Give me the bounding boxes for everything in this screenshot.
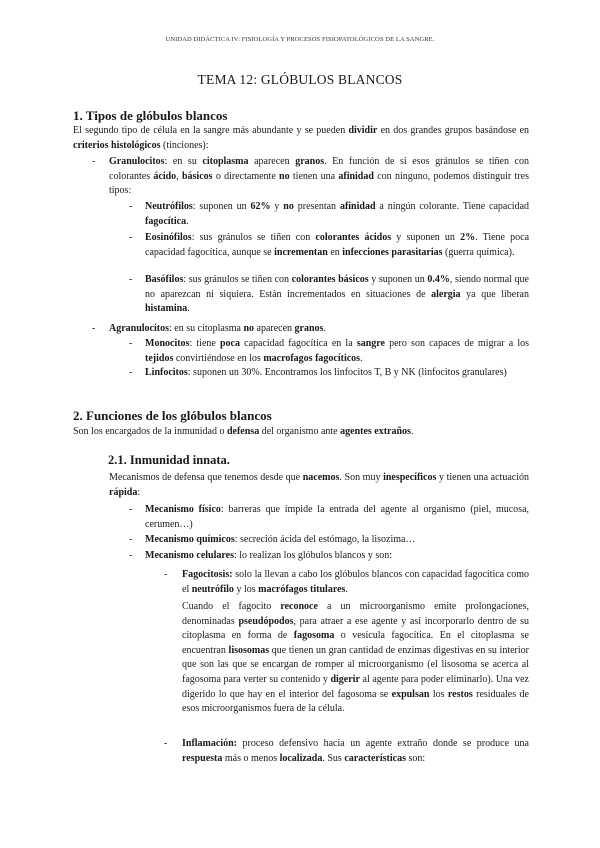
section-1-intro: El segundo tipo de célula en la sangre más abundante y se pueden dividir en dos grandes grupos basándose en criterios histológicos (tinciones):	[73, 125, 530, 151]
bullet-dash: -	[164, 569, 168, 580]
bullet-dash: -	[164, 738, 168, 749]
subsection-2-1-heading: 2.1. Inmunidad innata.	[108, 453, 230, 467]
agranulocitos-item: Agranulocitos: en su citoplasma no aparecen granos.	[109, 323, 326, 334]
running-header: UNIDAD DIDÁCTICA IV: FISIOLOGÍA Y PROCESOS FISIOPATOLÓGICOS DE LA SANGRE.	[165, 36, 435, 43]
bullet-dash: -	[92, 323, 96, 334]
linfocitos-item: Linfocitos: suponen un 30%. Encontramos los linfocitos T, B y NK (linfocitos granulares)	[145, 367, 507, 378]
document-title: TEMA 12: GLÓBULOS BLANCOS	[197, 72, 403, 87]
neutrofilos-item: Neutrófilos: suponen un 62% y no presentan afinidad a ningún colorante. Tiene capacidad fagocítica.	[145, 201, 530, 227]
bullet-dash: -	[129, 504, 133, 515]
section-2-intro: Son los encargados de la inmunidad o defensa del organismo ante agentes extraños.	[73, 426, 414, 437]
bullet-dash: -	[129, 550, 133, 561]
bullet-dash: -	[129, 338, 133, 349]
bullet-dash: -	[92, 156, 96, 167]
bullet-dash: -	[129, 367, 133, 378]
bullet-dash: -	[129, 534, 133, 545]
inflamacion-item: Inflamación: proceso defensivo hacia un agente extraño donde se produce una respuesta más o menos localizada. Sus características son:	[182, 738, 529, 764]
monocitos-item: Monocitos: tiene poca capacidad fagocítica en la sangre pero son capaces de migrar a los tejidos convirtiéndose en los macrofagos fagocíticos.	[145, 338, 530, 364]
bullet-dash: -	[129, 232, 133, 243]
bullet-dash: -	[129, 201, 133, 212]
fagocitosis-paragraph: Cuando el fagocito reconoce a un microorganismo emite prolongaciones, denominadas pseudópodos, para atraer a ese agente y así incorporarlo dentro de su citoplasma en forma de fagosoma o vesícula fagocítica. En el citoplasma se encuentran lisosomas que tienen un gran cantidad de enzimas digestivas en su interior que son las que se encargan de romper al microorganismo (el lisosoma se acerca al fagosoma para verter su contenido y digerir al agente para poder eliminarlo). Una vez digerido lo que hay en el interior del fagosoma se expulsan los restos residuales de esos microorganismos fuera de la célula.	[182, 601, 530, 715]
mecanismo-celular-item: Mecanismo celulares: lo realizan los glóbulos blancos y son:	[145, 550, 393, 561]
mecanismo-quimico-item: Mecanismo químicos: secreción ácida del estómago, la lisozima…	[145, 534, 416, 545]
bullet-dash: -	[129, 274, 133, 285]
eosinofilos-item: Eosinófilos: sus gránulos se tiñen con colorantes ácidos y suponen un 2%. Tiene poca capacidad fagocítica, aunque se incrementan en infecciones parasitarias (guerra química).	[145, 232, 530, 258]
mecanismo-fisico-item: Mecanismo físico: barreras que impide la entrada del agente al organismo (piel, mucosa, cerumen…)	[145, 504, 530, 530]
granulocitos-item: Granulocitos: en su citoplasma aparecen granos. En función de si esos gránulos se tiñen con colorantes ácido, básicos o directamente no tienen una afinidad con ninguno, podemos distinguir tres tipos:	[109, 156, 529, 197]
section-2-heading: 2. Funciones de los glóbulos blancos	[73, 408, 272, 423]
fagocitosis-item: Fagocitosis: solo la llevan a cabo los glóbulos blancos con capacidad fagocítica como el neutrófilo y los macrófagos titulares.	[182, 569, 529, 595]
section-1-heading: 1. Tipos de glóbulos blancos	[73, 108, 228, 123]
basofilos-item: Basófilos: sus gránulos se tiñen con colorantes básicos y suponen un 0.4%, siendo normal que no aparezcan ni siquiera. Están incrementados en situaciones de alergia ya que liberan histamina.	[145, 274, 530, 315]
subsection-2-1-intro: Mecanismos de defensa que tenemos desde que nacemos. Son muy inespecíficos y tienen una actuación rápida:	[109, 472, 529, 498]
